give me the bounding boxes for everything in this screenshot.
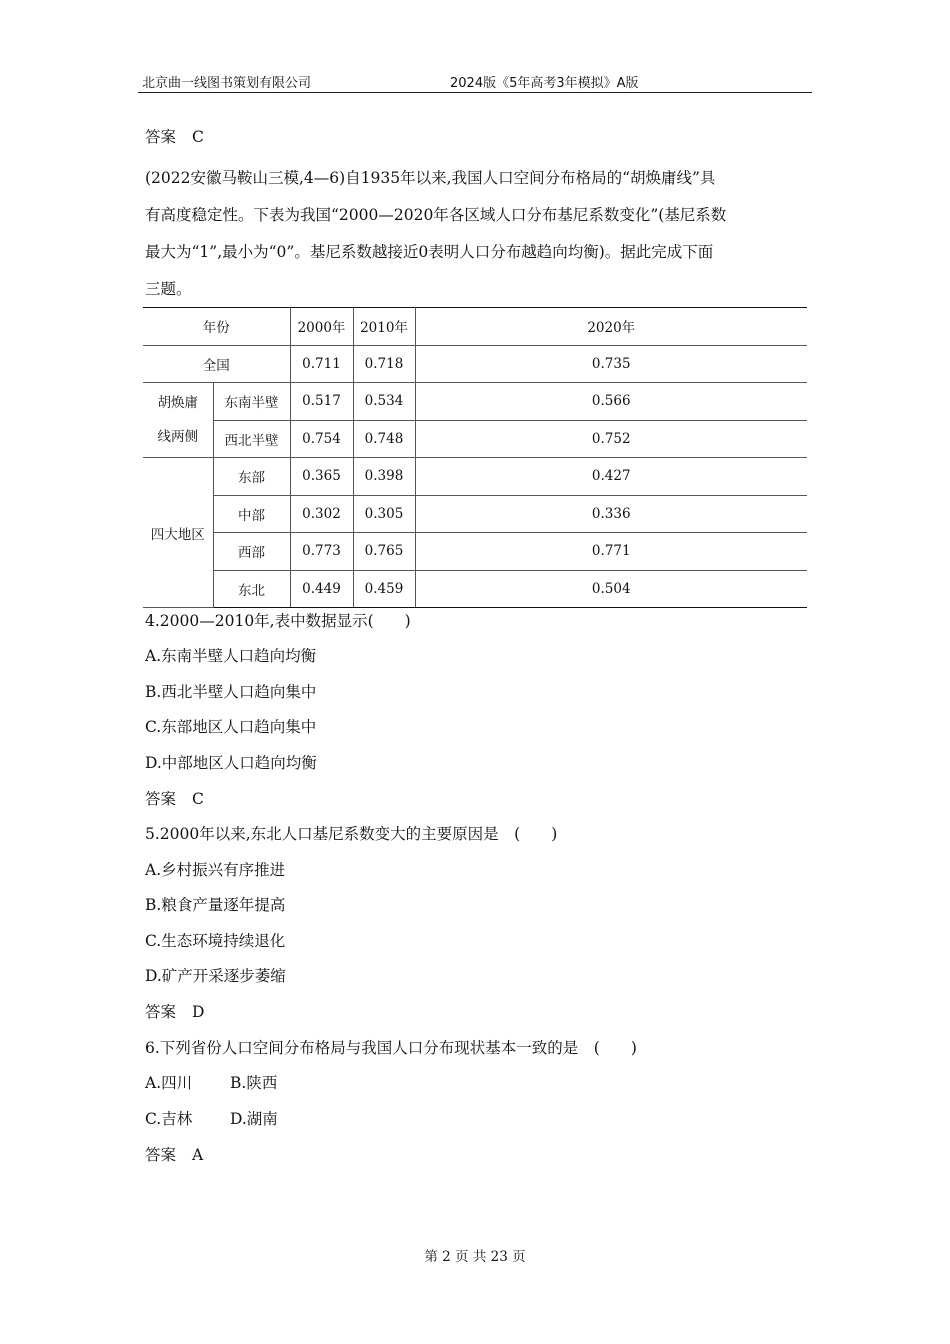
cell-value: 0.398 [353,458,415,496]
row-label: 西北半壁 [213,420,290,458]
intro-line: 有高度稳定性。下表为我国“2000—2020年各区域人口分布基尼系数变化”(基尼系数 [145,206,727,224]
q5-answer [145,1002,204,1022]
table-row [143,420,807,458]
q6-option-c: C.吉林 [145,1110,193,1128]
q4-option-c: C.东部地区人口趋向集中 [145,718,317,736]
cell-value: 0.566 [415,383,807,421]
row-label: 东北 [213,570,290,608]
table-row [143,533,807,571]
q6-options-row-1 [145,1073,278,1093]
q6-options-row-2 [145,1109,278,1129]
cell-value: 0.459 [353,570,415,608]
cell-value: 0.752 [415,420,807,458]
intro-line: (2022安徽马鞍山三模,4—6)自1935年以来,我国人口空间分布格局的“胡焕庸线”具 [145,169,716,187]
q5-option-d: D.矿产开采逐步萎缩 [145,967,286,985]
gini-table [143,307,807,608]
table-row [143,458,807,496]
q6-answer [145,1145,203,1165]
q6-option-d: D.湖南 [230,1110,278,1128]
page-footer: 第 2 页 共 23 页 [424,1249,526,1265]
cell-value: 0.427 [415,458,807,496]
table-row [143,345,807,383]
cell-value: 0.718 [353,345,415,383]
answer-label: 答案 [145,790,177,808]
q4-option-b: B.西北半壁人口趋向集中 [145,683,317,701]
cell-value: 0.302 [290,495,353,533]
page-header [138,70,812,93]
q6-stem: 6.下列省份人口空间分布格局与我国人口分布现状基本一致的是 ( ) [145,1039,637,1057]
row-label: 东部 [213,458,290,496]
q4-option-d: D.中部地区人口趋向均衡 [145,754,317,772]
cell-value: 0.711 [290,345,353,383]
intro-line: 三题。 [145,280,192,298]
cell-value: 0.754 [290,420,353,458]
row-label: 东南半壁 [213,383,290,421]
cell-value: 0.305 [353,495,415,533]
row-label: 全国 [143,345,290,383]
header-2010: 2010年 [353,308,415,346]
q4-stem: 4.2000—2010年,表中数据显示( ) [145,612,411,630]
answer-label: 答案 [145,1003,177,1021]
table-row [143,495,807,533]
q5-option-b: B.粮食产量逐年提高 [145,896,286,914]
q4-answer [145,789,204,809]
q5-option-a: A.乡村振兴有序推进 [145,861,286,879]
header-year: 年份 [143,308,290,346]
cell-value: 0.765 [353,533,415,571]
book-title: 2024版《5年高考3年模拟》A版 [450,76,639,91]
group-label-hu [143,383,213,458]
cell-value: 0.771 [415,533,807,571]
row-label: 西部 [213,533,290,571]
header-2000: 2000年 [290,308,353,346]
group-label-line: 线两侧 [157,429,198,445]
cell-value: 0.773 [290,533,353,571]
header-2020: 2020年 [415,308,807,346]
cell-value: 0.504 [415,570,807,608]
cell-value: 0.517 [290,383,353,421]
cell-value: 0.336 [415,495,807,533]
intro-line: 最大为“1”,最小为“0”。基尼系数越接近0表明人口分布越趋向均衡)。据此完成下面 [145,243,714,261]
answer-label: 答案 [145,1146,177,1164]
prev-answer [145,127,204,147]
row-label: 中部 [213,495,290,533]
cell-value: 0.534 [353,383,415,421]
group-label-line: 胡焕庸 [157,395,198,411]
cell-value: 0.735 [415,345,807,383]
group-label-regions: 四大地区 [143,458,213,608]
q5-option-c: C.生态环境持续退化 [145,932,286,950]
cell-value: 0.365 [290,458,353,496]
answer-label: 答案 [145,128,177,146]
q6-option-a: A.四川 [145,1074,193,1092]
answer-value: C [192,790,204,808]
cell-value: 0.748 [353,420,415,458]
q5-stem: 5.2000年以来,东北人口基尼系数变大的主要原因是 ( ) [145,825,558,843]
table-row [143,383,807,421]
table-header-row [143,308,807,346]
answer-value: D [192,1003,205,1021]
q4-option-a: A.东南半壁人口趋向均衡 [145,647,317,665]
intro-paragraph [145,160,810,308]
answer-value: C [192,128,204,146]
cell-value: 0.449 [290,570,353,608]
q6-option-b: B.陕西 [230,1074,278,1092]
publisher-name: 北京曲一线图书策划有限公司 [142,76,312,91]
table-row [143,570,807,608]
answer-value: A [192,1146,204,1164]
